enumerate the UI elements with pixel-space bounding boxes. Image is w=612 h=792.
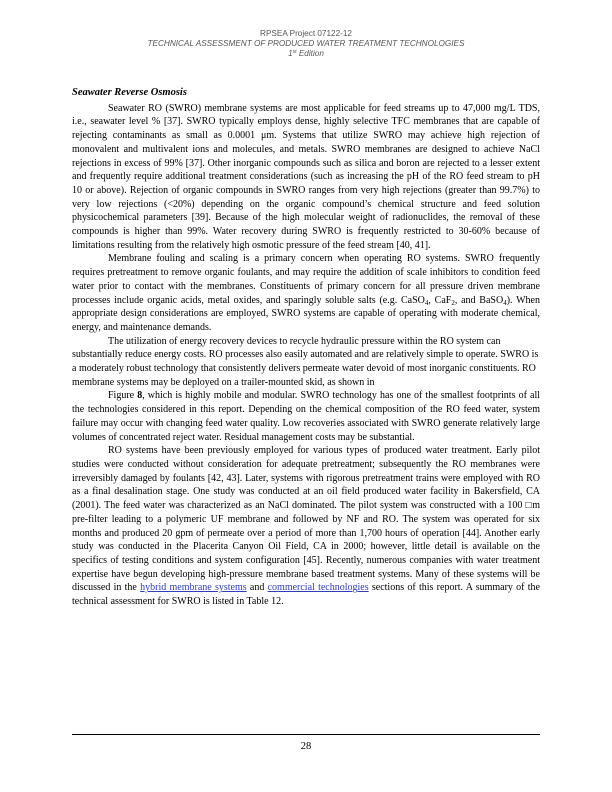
footer-rule [72, 734, 540, 735]
section-title: Seawater Reverse Osmosis [72, 87, 187, 98]
header-report-title: TECHNICAL ASSESSMENT OF PRODUCED WATER TREATMENT TECHNOLOGIES [147, 39, 465, 48]
paragraph-2: Membrane fouling and scaling is a primary concern when operating RO systems. SWRO frequently requires pretreatment to remove organic foulants, and may require the addition of scale inhibitors to condition feed water prior to contact with the membranes. Constituents of primary concern for all pressure driven membrane processes include organic acids, metal oxides, and sparingly soluble salts (e.g. CaSO$_4$, CaF$_2$, and BaSO$_4$). When appropriate design considerations are employed, SWRO systems are capable of operating with moderate chemical, energy, and maintenance demands. [72, 253, 540, 333]
paragraph-5: RO systems have been previously employed for various types of produced water treatment. Early pilot studies were conducted without consideration for adequate pretreatment; subsequently the RO membranes were irreversibly damaged by foulants [42, 43]. Later, systems with rigorous pretreatment trains were employed with RO as a final desalination stage. One study was conducted at an oil field produced water facility in Bakersfield, CA (2001). The feed water was characterized as an NaCl dominated. The pilot system was constructed with a 100 □m pre-filter leading to a polymeric UF membrane and followed by NF and RO. The system was operated for six months and produced 20 gpm of permeate over a period of more than 1,700 hours of operation [44]. Another early study was conducted in the Placerita Canyon Oil Field, CA in 2000; however, little detail is available on the specifics of testing conditions and system configuration [45]. Recently, numerous companies with water treatment expertise have begun developing high-pressure membrane based treatment systems. Many of these systems will be discussed in the hybrid membrane systems and commercial technologies sections of this report. A summary of the technical assessment for SWRO is listed in Table 12. [72, 445, 540, 608]
header-project: RPSEA Project 07122-12 [260, 29, 352, 38]
hybrid-membrane-systems-link[interactable]: hybrid membrane systems [140, 582, 247, 594]
paragraph-1: Seawater RO (SWRO) membrane systems are most applicable for feed streams up to 47,000 mg/L TDS, i.e., seawater level % [37]. SWRO typically employs dense, highly selective TFC membranes that are capable of rejecting contaminants as small as 0.0001 μm. Systems that utilize SWRO may achieve high rejection of monovalent and multivalent ions and molecules, and metals. SWRO membranes are designed to achieve NaCl rejections in excess of 99% [37]. Other inorganic compounds such as silica and boron are rejected to a lesser extent and frequently require additional treatment considerations (such as increasing the pH of the RO feed stream to pH 10 or above). Rejection of organic compounds in SWRO ranges from very high rejections (greater than 99.7%) to very low rejections (<20%) depending on the organic compound’s chemical structure and feed solution physicochemical parameters [39]. Because of the high molecular weight of radionuclides, the removal of these compounds is higher than 99%. Water recovery during SWRO is frequently restricted to 30-60% because of limitations resulting from the relatively high osmotic pressure of the feed stream [40, 41]. [72, 102, 540, 251]
page-number: 28 [300, 741, 312, 752]
figure-ref: 8 [137, 390, 143, 402]
paragraph-3: The utilization of energy recovery devices to recycle hydraulic pressure within the RO system can substantially reduce energy costs. RO processes also easily automated and are relatively simple to operate. SWRO is a moderately robust technology that consistently delivers permeate water devoid of most inorganic constituents. RO membrane systems may be deployed on a trailer-mounted skid, as shown in [72, 335, 539, 388]
commercial-technologies-link[interactable]: commercial technologies [267, 582, 369, 594]
header-edition: 1st Edition [288, 49, 324, 58]
page-header [0, 29, 612, 59]
document-body [72, 86, 540, 609]
paragraph-4: Figure 8, which is highly mobile and modular. SWRO technology has one of the smallest footprints of all the technologies considered in this report. Depending on the chemical composition of the RO feed water, system failure may occur with changing feed water quality. Low recoveries associated with SWRO generate relatively large volumes of concentrated reject water. Residual management costs may be substantial. [72, 390, 540, 443]
